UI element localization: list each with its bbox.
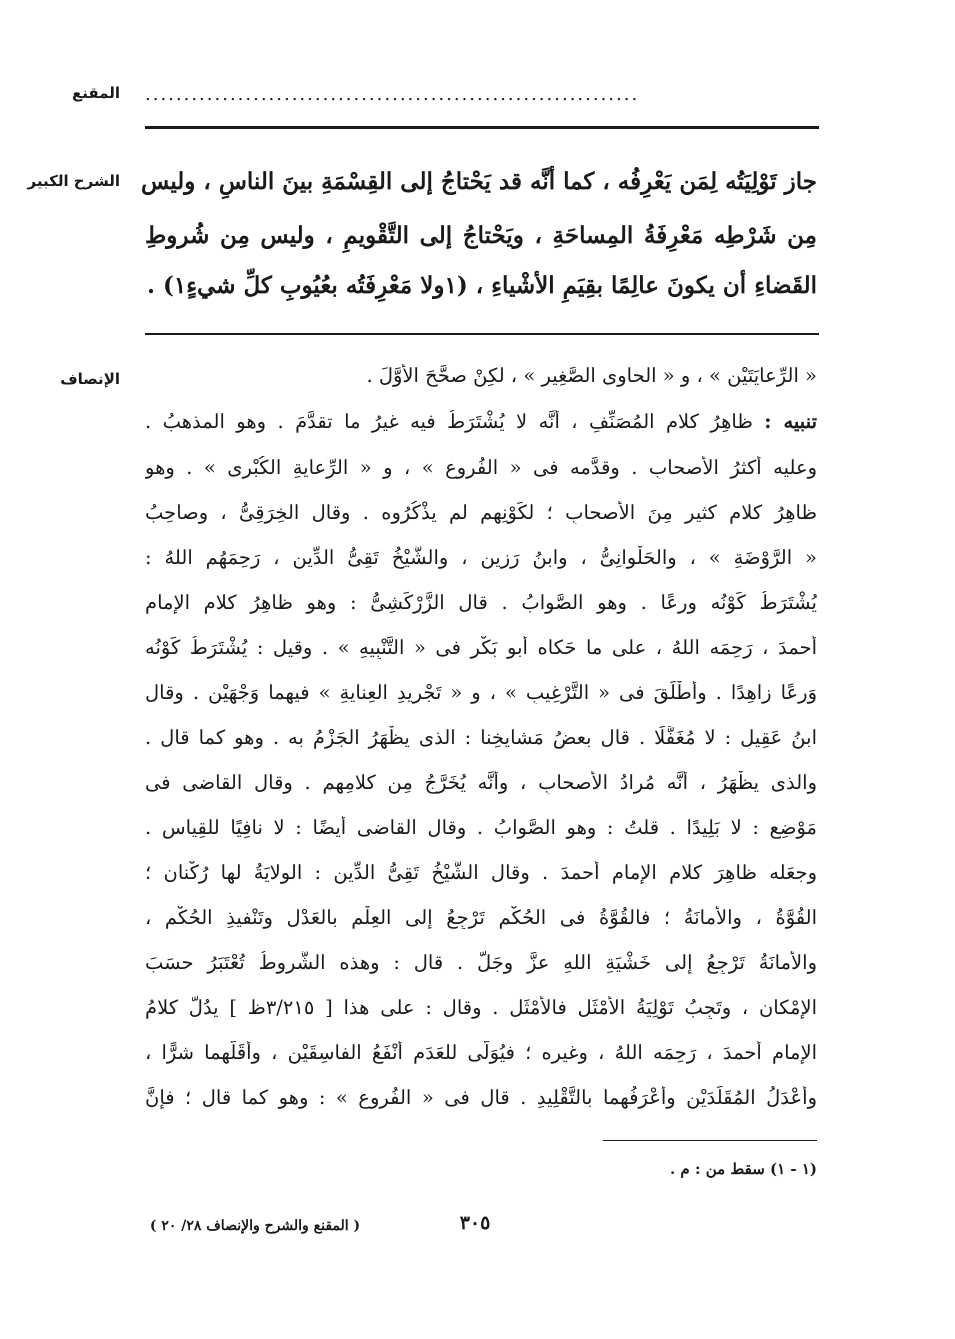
sharh-line: جاز تَوْلِيَتُه لِمَن يَعْرِفُه ، كما أنَّه قد يَحْتاجُ إلى القِسْمَةِ بينَ الناسِ ، وليس [141,168,817,195]
page-number: ٣٠٥ [459,1212,491,1234]
insaf-line: وجعَله ظاهِرَ كلامِ الإمامِ أحمدَ . وقال الشَّيْخُ تَقِىُّ الدِّينِ : الوِلايَةُ لها رُكْنان ؛ [145,861,817,884]
insaf-line: أحمدَ ، رَحِمَه اللهُ ، على ما حَكاه أبو بَكْرٍ فى « التَّنْبِيهِ » . وقيل : يُشْتَرَطُ كَوْنُه [145,636,817,659]
insaf-line: والذى يظْهَرُ ، أنَّه مُرادُ الأصحابِ ، وأنَّه يُخَرَّجُ مِن كلامِهم . وقال القاضى فى [145,771,817,794]
header-dotted-leader: ................................................................ [145,88,640,102]
insaf-line: وأعْدَلُ المُقَلِّدَيْن وأعْرَفُهما بالتَّقْلِيدِ . قال فى « الفُروعِ » : وهو كما قال ؛ فإنَّ [145,1086,817,1109]
header-rule [145,126,819,129]
section-label-sharh: الشرح الكبير [27,172,120,190]
insaf-line: وعليه أكثرُ الأصحابِ . وقدَّمه فى « الفُروعِ » ، و « الرِّعايةِ الكُبْرى » . وهو [145,456,817,479]
insaf-tanbih-line [145,410,817,433]
footnote-rule [603,1140,817,1141]
insaf-line: يُشْتَرَطُ كَوْنُه ورِعًا . وهو الصَّوابُ . قال الزَّرْكَشِىُّ : وهو ظاهِرُ كلامِ الإمامِ [145,591,817,614]
insaf-line: والأمانَةُ تَرْجِعُ إلى خَشْيَةِ اللهِ عزَّ وجَلَّ . قال : وهذه الشُّروطُ تُعْتَبَرُ حسَبَ [145,951,817,974]
insaf-line: الإمامِ أحمدَ ، رَحِمَه اللهُ ، وغيرِه ؛ فيُوَلَّى للعَدَمِ أنْفَعُ الفاسِقَيْن ، وأقَلُّهما شرًّا ، [145,1041,817,1064]
insaf-line: « الرِّعايَتَيْن » ، و « الحاوِى الصَّغِيرِ » ، لكِنْ صحَّحَ الأوَّلَ . [366,364,817,387]
insaf-line: « الرَّوْضَةِ » ، والحَلْوانِىُّ ، وابنُ رَزِينٍ ، والشَّيْخُ تَقِىُّ الدِّينِ ، رَحِمَهُم اللهُ : [145,546,817,569]
sharh-line: مِن شَرْطِه مَعْرِفَةُ المِساحَةِ ، ويَحْتاجُ إلى التَّقْويمِ ، وليس مِن شُروطِ [145,222,817,249]
tanbih-text: ظاهِرُ كلامِ المُصَنِّفِ ، أنَّه لا يُشْتَرَطُ فيه غيرُ ما تقدَّمَ . وهو المذهبُ . [145,410,753,433]
footnote: (١ - ١) سقط من : م . [669,1160,817,1178]
sharh-line: القَضاءِ أن يكونَ عالِمًا بقِيَمِ الأشْياءِ ، (١ولا مَعْرِفَتُه بعُيُوبِ كلِّ شيءٍ١) . [146,272,817,299]
insaf-line: القُوَّةُ ، والأمانَةُ ؛ فالقُوَّةُ فى الحُكْمِ تَرْجِعُ إلى العِلْمِ بالعَدْلِ وتَنْفيذِ الحُكْمِ ، [145,906,817,929]
volume-reference: ( المقنع والشرح والإنصاف ٢٨/ ٢٠ ) [149,1218,361,1234]
section-label-insaf: الإنصاف [60,370,120,388]
tanbih-heading: تنبيه : [764,410,817,433]
book-title: المقنع [72,84,120,102]
insaf-line: ابنُ عَقِيلٍ : لا مُغَفَّلًا . قال بعضُ مَشايخِنا : الذى يظْهَرُ الجَزْمُ به . وهو كما قال . [145,726,817,749]
insaf-line: الإمْكانِ ، وتَجِبُ تَوْلِيَةُ الأمْثَلِ فالأمْثَلِ . وقال : على هذا [ ٣/٢١٥ظ ] يدُلُّ كلامُ [145,996,817,1019]
insaf-line: وَرِعًا زاهِدًا . وأَطْلَقَ فى « التَّرْغِيبِ » ، و « تَجْريدِ العِنايةِ » فيهما وَجْهَيْن . وقال [145,681,817,704]
section-divider [145,333,819,335]
insaf-line: ظاهِرُ كلامِ كثيرٍ مِنَ الأصحابِ ؛ لكَوْنِهم لم يذْكُرُوه . وقال الخِرَقِىُّ ، وصاحِبُ [145,501,817,524]
insaf-line: مَوْضِعٍ : لا بَلِيدًا . قلتُ : وهو الصَّوابُ . وقال القاضى أيضًا : لا نافِيًا للقِياسِ . [145,816,817,839]
